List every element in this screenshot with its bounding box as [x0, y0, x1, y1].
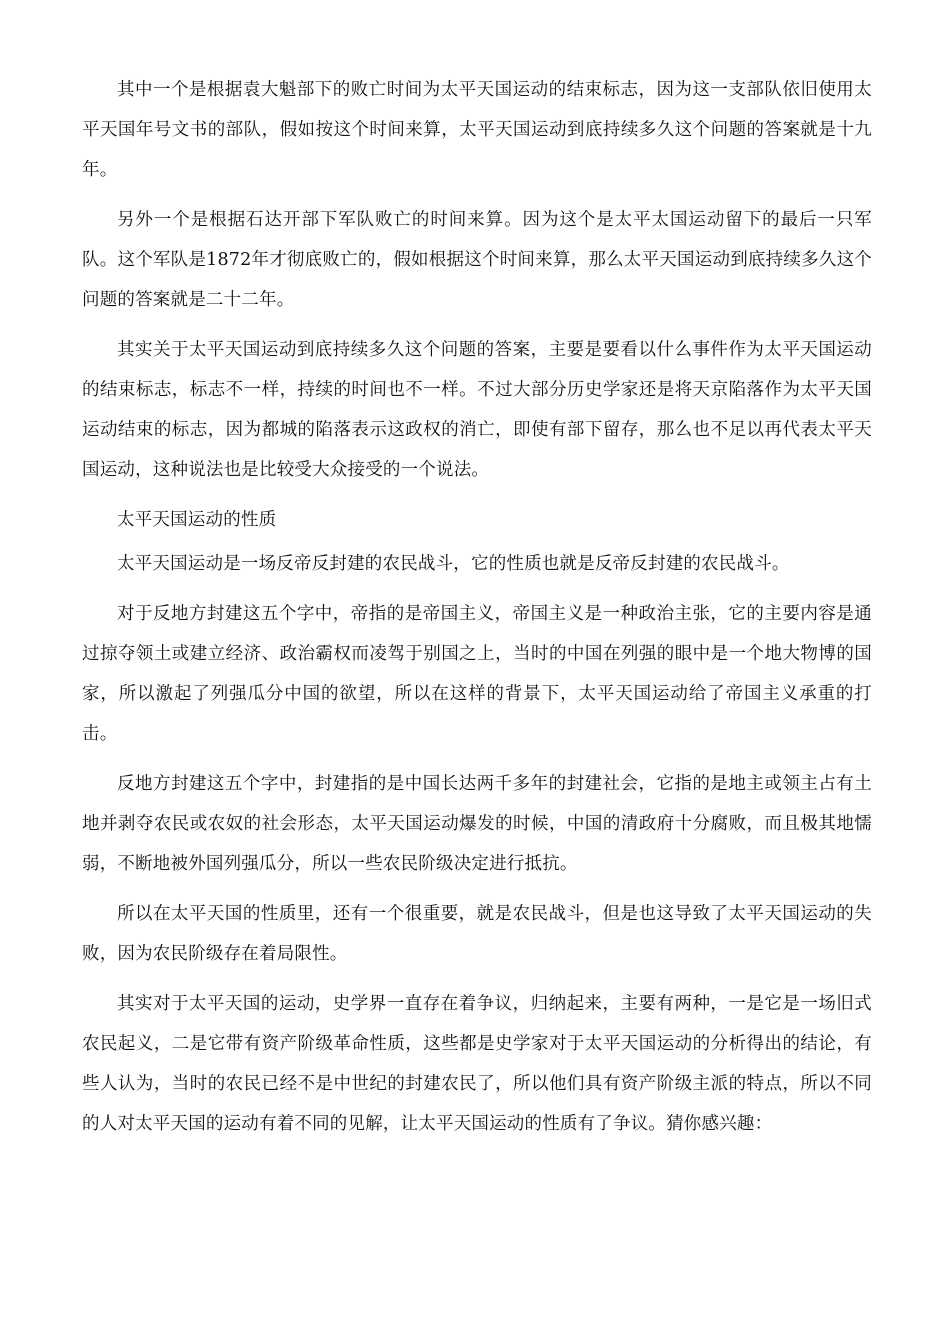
- section-heading-nature: 太平天国运动的性质: [117, 510, 277, 530]
- paragraph-imperialism: 对于反地方封建这五个字中，帝指的是帝国主义，帝国主义是一种政治主张，它的主要内容是通过掠夺领土或建立经济、政治霸权而凌驾于别国之上，当时的中国在列强的眼中是一个地大物博的国家，所以激起了列强瓜分中国的欲望，所以在这样的背景下，太平天国运动给了帝国主义承重的打击。: [82, 604, 872, 744]
- paragraph-tianjing-fall-end-marker: 其实关于太平天国运动到底持续多久这个问题的答案，主要是要看以什么事件作为太平天国运动的结束标志，标志不一样，持续的时间也不一样。不过大部分历史学家还是将天京陷落作为太平天国运动结束的标志，因为都城的陷落表示这政权的消亡，即使有部下留存，那么也不足以再代表太平天国运动，这种说法也是比较受大众接受的一个说法。: [82, 340, 872, 480]
- paragraph-shi-dakai-twenty-two-years: 另外一个是根据石达开部下军队败亡的时间来算。因为这个是太平太国运动留下的最后一只军队。这个军队是1872年才彻底败亡的，假如根据这个时间来算，那么太平天国运动到底持续多久这个问题的答案就是二十二年。: [82, 210, 872, 310]
- paragraph-feudalism: 反地方封建这五个字中，封建指的是中国长达两千多年的封建社会，它指的是地主或领主占有土地并剥夺农民或农奴的社会形态，太平天国运动爆发的时候，中国的清政府十分腐败，而且极其地懦弱，不断地被外国列强瓜分，所以一些农民阶级决定进行抵抗。: [82, 774, 872, 874]
- paragraph-anti-imperial-anti-feudal: 太平天国运动是一场反帝反封建的农民战斗，它的性质也就是反帝反封建的农民战斗。: [117, 554, 790, 574]
- document-body: [82, 70, 872, 1154]
- paragraph-historical-debate: 其实对于太平天国的运动，史学界一直存在着争议，归纳起来，主要有两种，一是它是一场旧式农民起义，二是它带有资产阶级革命性质，这些都是史学家对于太平天国运动的分析得出的结论，有些人认为，当时的农民已经不是中世纪的封建农民了，所以他们具有资产阶级主派的特点，所以不同的人对太平天国的运动有着不同的见解，让太平天国运动的性质有了争议。猜你感兴趣：: [82, 994, 872, 1134]
- paragraph-peasant-limitations: 所以在太平天国的性质里，还有一个很重要，就是农民战斗，但是也这导致了太平天国运动的失败，因为农民阶级存在着局限性。: [82, 904, 872, 964]
- paragraph-yuan-dakui-nineteen-years: 其中一个是根据袁大魁部下的败亡时间为太平天国运动的结束标志，因为这一支部队依旧使用太平天国年号文书的部队，假如按这个时间来算，太平天国运动到底持续多久这个问题的答案就是十九年。: [82, 80, 872, 180]
